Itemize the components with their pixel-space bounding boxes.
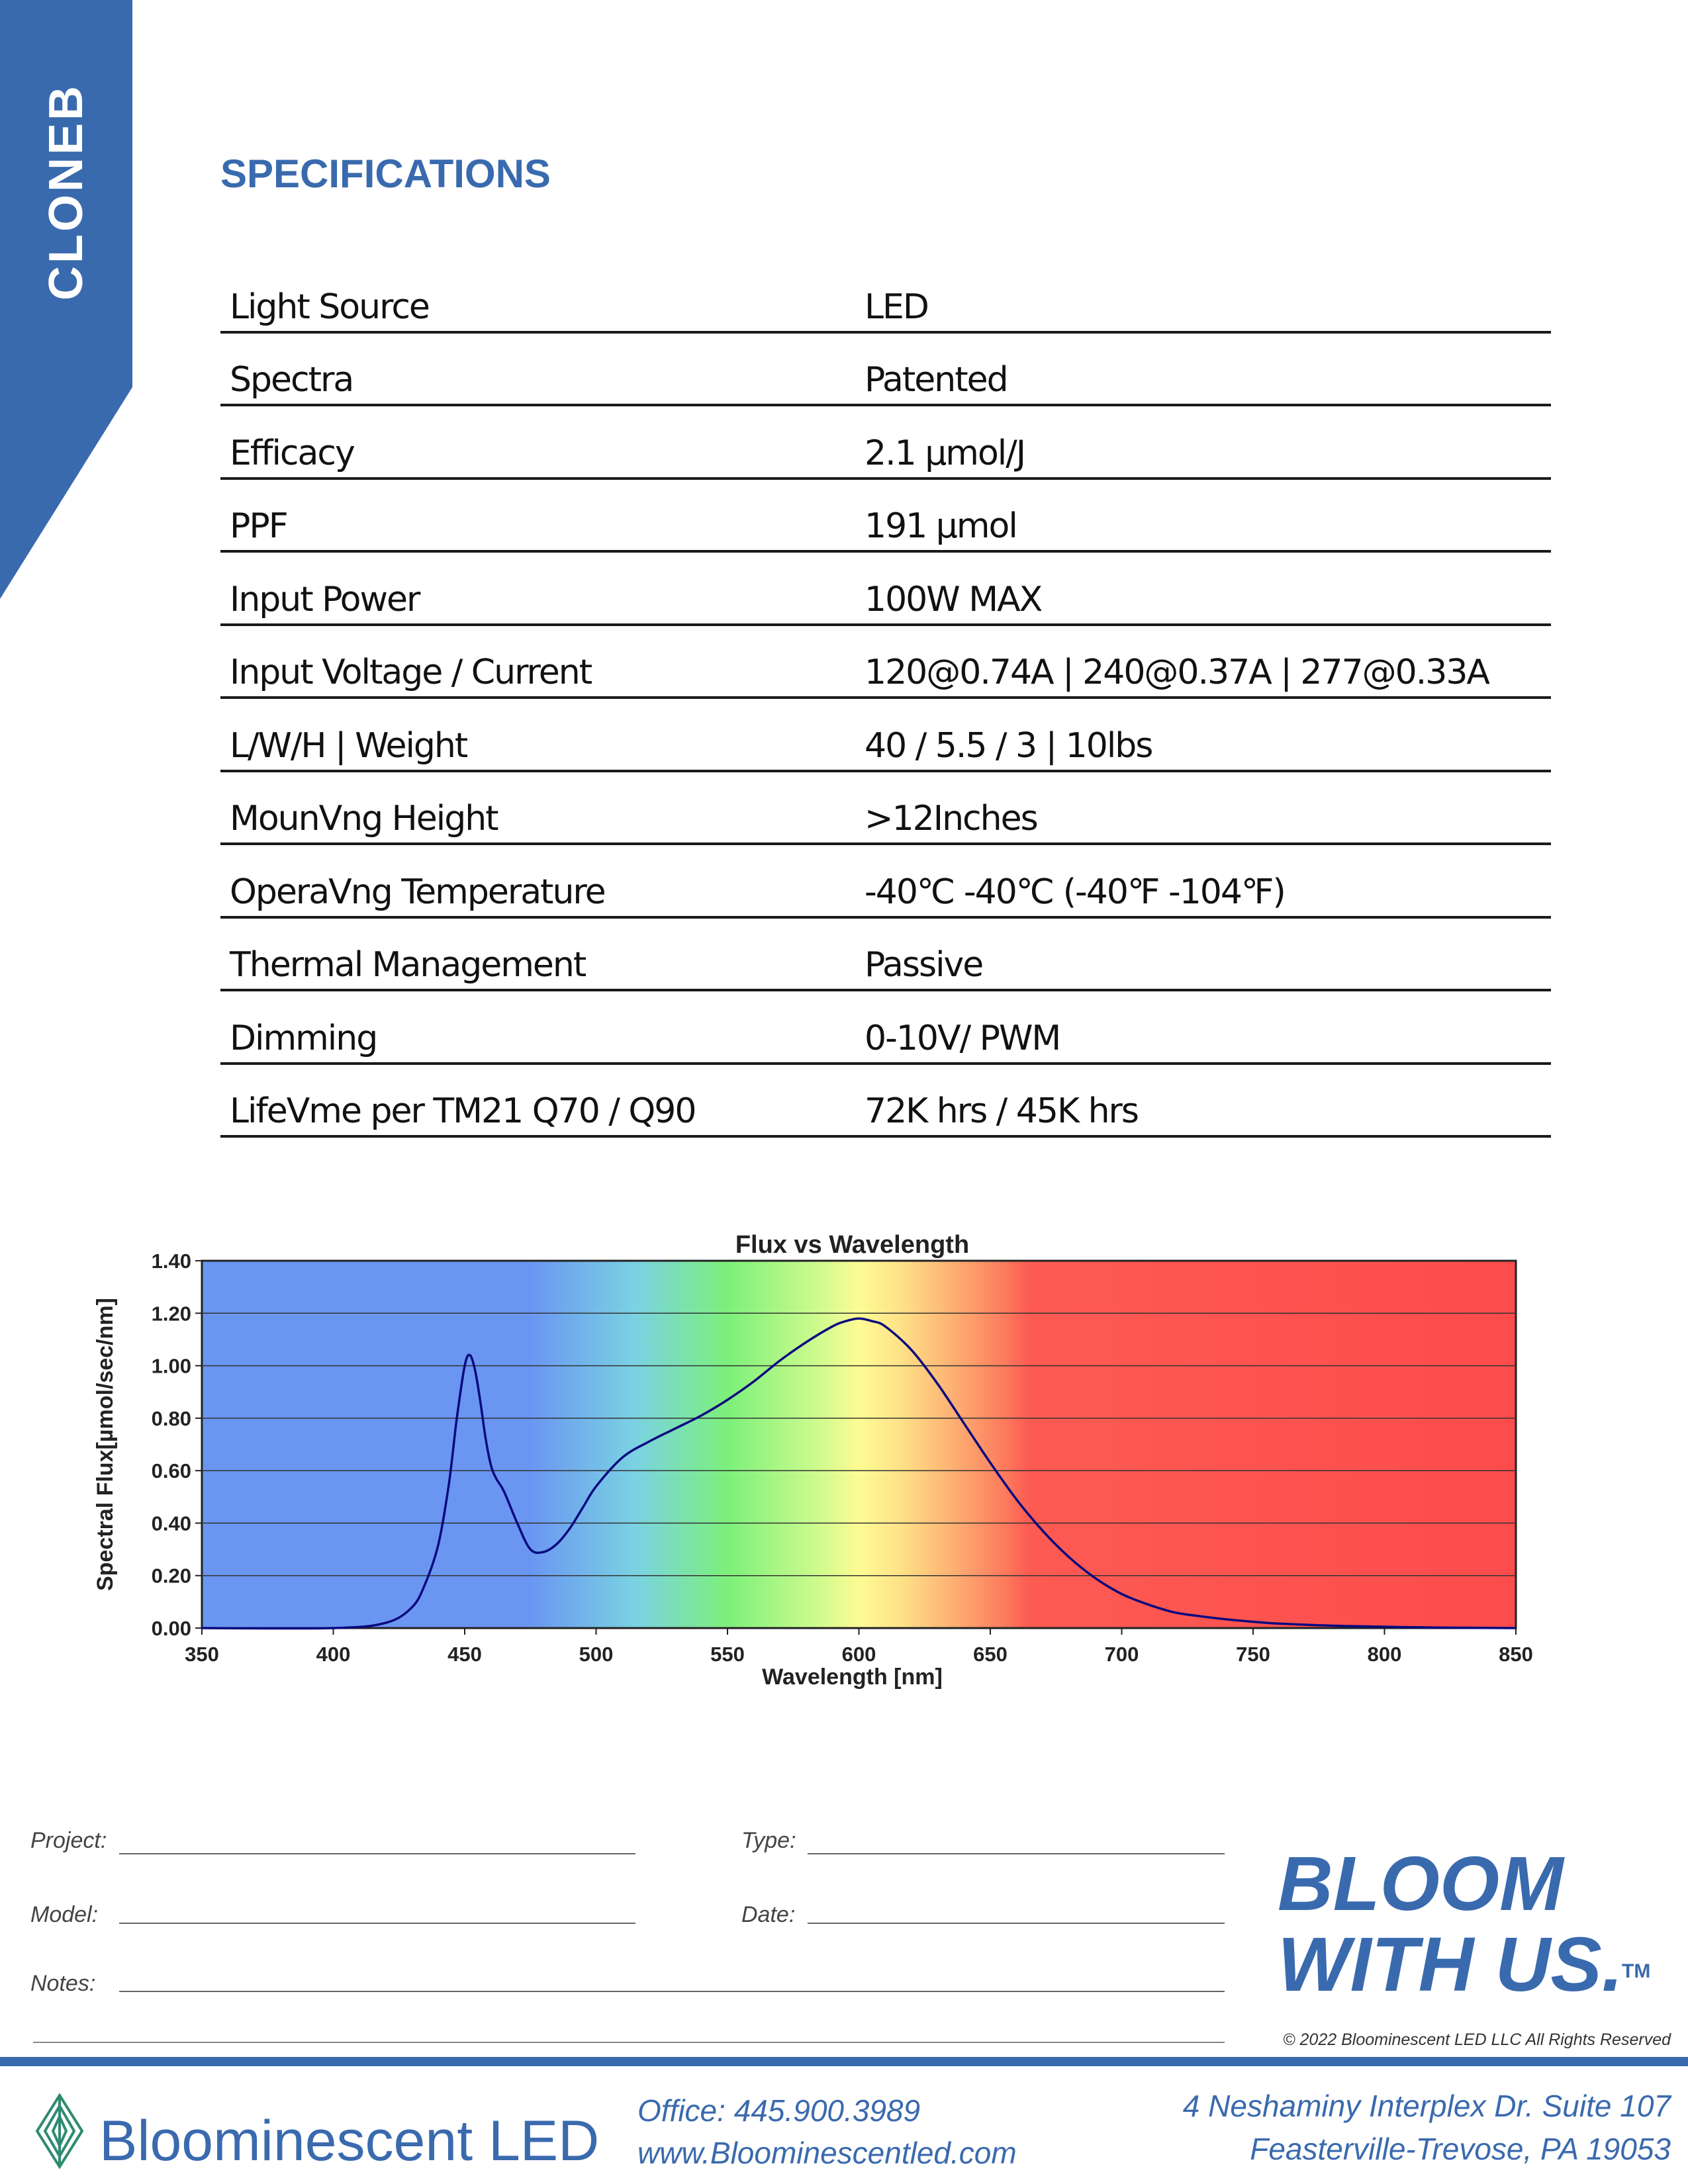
spec-row — [220, 919, 1551, 992]
spec-value: 100W MAX — [865, 579, 1042, 619]
address-line2: Feasterville-Trevose, PA 19053 — [1250, 2132, 1671, 2166]
spec-row — [220, 699, 1551, 772]
y-tick-label: 0.40 — [151, 1512, 191, 1535]
type-label: Type: — [741, 1828, 796, 1853]
spec-value: Patented — [865, 360, 1008, 400]
side-banner — [0, 0, 132, 602]
spec-label: Input Power — [230, 579, 420, 619]
notes-label: Notes: — [30, 1971, 96, 1996]
flux-chart-svg — [86, 1224, 1609, 1727]
y-tick-label: 0.80 — [151, 1406, 191, 1430]
y-tick-label: 1.40 — [151, 1250, 191, 1273]
spec-row — [220, 553, 1551, 626]
project-field[interactable] — [119, 1853, 635, 1854]
x-tick-label: 350 — [185, 1643, 219, 1666]
x-tick-label: 500 — [579, 1643, 614, 1666]
spec-value: 120@0.74A | 240@0.37A | 277@0.33A — [865, 653, 1489, 692]
spec-row — [220, 1065, 1551, 1138]
date-label: Date: — [741, 1902, 796, 1927]
divider-line — [33, 2042, 1225, 2043]
copyright: © 2022 Bloominescent LED LLC All Rights Reserved — [1283, 2030, 1671, 2049]
spec-value: 0-10V/ PWM — [865, 1018, 1060, 1058]
spec-label: MounVng Height — [230, 799, 498, 839]
x-tick-label: 750 — [1236, 1643, 1270, 1666]
spec-label: Thermal Management — [230, 945, 586, 985]
y-tick-label: 0.20 — [151, 1564, 191, 1588]
x-tick-label: 450 — [447, 1643, 482, 1666]
spec-label: PPF — [230, 506, 287, 546]
x-tick-label: 600 — [841, 1643, 876, 1666]
spec-row — [220, 772, 1551, 846]
spec-label: LifeVme per TM21 Q70 / Q90 — [230, 1091, 696, 1131]
x-tick-label: 800 — [1367, 1643, 1402, 1666]
date-field[interactable] — [808, 1923, 1225, 1924]
spec-row — [220, 260, 1551, 334]
spec-value: -40℃ -40℃ (-40℉ -104℉) — [865, 872, 1285, 912]
spec-label: Light Source — [230, 287, 429, 327]
office-phone: Office: 445.900.3989 — [637, 2093, 921, 2128]
y-axis-label: Spectral Flux[µmol/sec/nm] — [93, 1298, 118, 1591]
project-label: Project: — [30, 1828, 107, 1853]
spec-label: Dimming — [230, 1018, 377, 1058]
spec-value: Passive — [865, 945, 983, 985]
trademark-mark: TM — [1622, 1960, 1651, 1982]
spec-table — [220, 260, 1551, 1138]
spec-value: LED — [865, 287, 928, 327]
y-tick-label: 0.00 — [151, 1617, 191, 1640]
spec-value: >12Inches — [865, 799, 1037, 839]
product-name: CLONEB — [40, 83, 93, 300]
y-tick-label: 1.00 — [151, 1354, 191, 1378]
tagline — [1278, 1843, 1623, 2005]
spec-row — [220, 334, 1551, 407]
x-axis-label: Wavelength [nm] — [762, 1664, 943, 1690]
spec-label: L/W/H | Weight — [230, 725, 467, 766]
tagline-line2: WITH US. — [1278, 1921, 1623, 2007]
spec-value: 2.1 µmol/J — [865, 433, 1025, 473]
x-tick-label: 550 — [710, 1643, 745, 1666]
x-tick-label: 850 — [1499, 1643, 1533, 1666]
spec-row — [220, 991, 1551, 1065]
tagline-line1: BLOOM — [1278, 1841, 1564, 1927]
brand-name: Bloominescent LED — [99, 2109, 600, 2173]
website-link[interactable]: www.Bloominescentled.com — [637, 2136, 1017, 2170]
spec-label: Input Voltage / Current — [230, 653, 592, 692]
spec-label: OperaVng Temperature — [230, 872, 605, 912]
model-label: Model: — [30, 1902, 99, 1927]
spec-value: 40 / 5.5 / 3 | 10lbs — [865, 725, 1152, 766]
footer-divider — [0, 2057, 1688, 2066]
spec-row — [220, 406, 1551, 480]
flux-chart — [86, 1224, 1609, 1727]
y-tick-label: 0.60 — [151, 1459, 191, 1483]
notes-field[interactable] — [119, 1991, 1225, 1992]
x-tick-label: 700 — [1104, 1643, 1139, 1666]
spec-row — [220, 626, 1551, 700]
spec-value: 72K hrs / 45K hrs — [865, 1091, 1139, 1131]
section-title: SPECIFICATIONS — [220, 152, 551, 196]
plot-area — [202, 1261, 1516, 1628]
type-field[interactable] — [808, 1853, 1225, 1854]
spec-value: 191 µmol — [865, 506, 1017, 546]
x-tick-label: 650 — [973, 1643, 1008, 1666]
spec-label: Spectra — [230, 360, 353, 400]
chart-title: Flux vs Wavelength — [735, 1231, 970, 1259]
spec-row — [220, 480, 1551, 553]
address-line1: 4 Neshaminy Interplex Dr. Suite 107 — [1182, 2089, 1671, 2123]
spec-row — [220, 845, 1551, 919]
y-tick-label: 1.20 — [151, 1302, 191, 1326]
spec-label: Efficacy — [230, 433, 354, 473]
leaf-logo-icon — [33, 2091, 86, 2174]
x-tick-label: 400 — [316, 1643, 351, 1666]
model-field[interactable] — [119, 1923, 635, 1924]
